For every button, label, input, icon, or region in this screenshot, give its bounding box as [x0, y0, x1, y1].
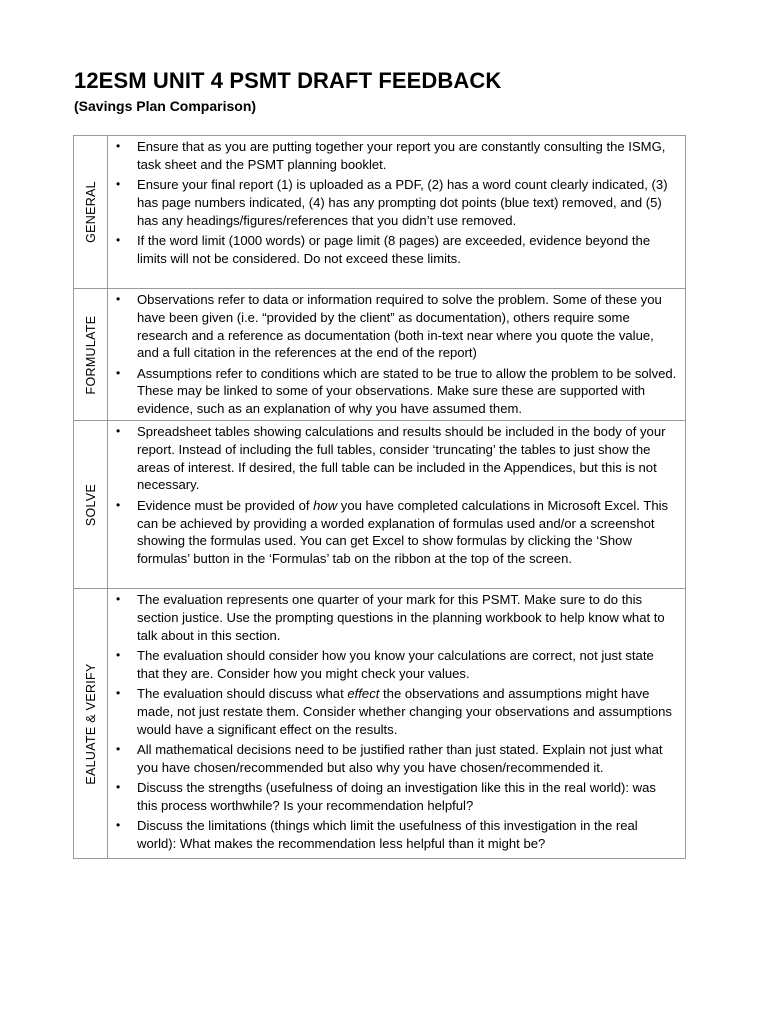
section-content-cell: [108, 136, 686, 289]
section-label-cell: [74, 289, 108, 421]
section-label: SOLVE: [83, 483, 98, 526]
bullet-icon: •: [116, 780, 121, 795]
feedback-point: [116, 365, 679, 418]
feedback-point-text: Ensure your final report (1) is uploaded as a PDF, (2) has a word count clearly indicated, (3) has page numbers indicated, (4) has any prompting dot points (blue text) removed, and (5) has any headings/figures/references that you didn’t use removed.: [137, 177, 668, 228]
feedback-row: [74, 136, 686, 289]
section-content-cell: [108, 589, 686, 859]
feedback-point-list: [116, 138, 679, 268]
feedback-point-text: Spreadsheet tables showing calculations and results should be included in the body of your report. Instead of including the full tables, consider ‘truncating’ the tables to just show the areas of interest. If desired, the full table can be included in the Appendices, but this is not necessary.: [137, 424, 666, 493]
bullet-icon: •: [116, 292, 121, 306]
bullet-icon: •: [116, 592, 121, 607]
feedback-point-list: [116, 591, 679, 853]
feedback-point: [116, 138, 679, 174]
feedback-point-text: Discuss the strengths (usefulness of doing an investigation like this in the real world): was this process worthwhile? Is your recommendation helpful?: [137, 780, 656, 813]
feedback-point-text: Assumptions refer to conditions which are stated to be true to allow the problem to be solved. These may be linked to some of your observations. Make sure these are supported with evidence, such as an explanation of why you have assumed them.: [137, 365, 677, 417]
feedback-table: [73, 135, 686, 859]
section-label-cell: [74, 589, 108, 859]
feedback-point: [116, 176, 679, 229]
feedback-point-emphasis: how: [313, 497, 338, 513]
feedback-row: [74, 421, 686, 589]
bullet-icon: •: [116, 139, 121, 153]
feedback-table-body: [74, 136, 686, 859]
bullet-icon: •: [116, 497, 121, 512]
feedback-point-list: [116, 423, 679, 568]
feedback-point-text: The evaluation represents one quarter of your mark for this PSMT. Make sure to do this section justice. Use the prompting questions in the planning workbook to help know what to talk about in this section.: [137, 592, 665, 643]
feedback-point: [116, 423, 679, 494]
feedback-point: [116, 497, 679, 568]
section-label: FORMULATE: [83, 315, 98, 394]
document-subtitle: (Savings Plan Comparison): [74, 98, 257, 114]
feedback-point-text: Ensure that as you are putting together your report you are constantly consulting the ISMG, task sheet and the PSMT planning booklet.: [137, 139, 666, 172]
feedback-point: [116, 591, 679, 644]
feedback-point: [116, 291, 679, 362]
section-content-cell: [108, 289, 686, 421]
bullet-icon: •: [116, 741, 121, 756]
bullet-icon: •: [116, 818, 121, 833]
feedback-point-text: Discuss the limitations (things which limit the usefulness of this investigation in the real world): What makes the recommendation less helpful than it might be?: [137, 818, 638, 851]
feedback-point-text: If the word limit (1000 words) or page limit (8 pages) are exceeded, evidence beyond the limits will not be considered. Do not exceed these limits.: [137, 232, 651, 266]
feedback-point-list: [116, 291, 679, 418]
bullet-icon: •: [116, 365, 121, 380]
feedback-point-text: The evaluation should consider how you know your calculations are correct, not just state that they are. Consider how you might check your values.: [137, 647, 654, 681]
feedback-point: [116, 647, 679, 683]
feedback-point: [116, 817, 679, 853]
feedback-point: [116, 685, 679, 738]
feedback-point-text: you have completed calculations in Microsoft Excel. This can be achieved by providing a worded explanation of formulas used and/or a screenshot showing the formulas used. You can get Excel to show formulas by clicking the ‘Show formulas’ button in the ‘Formulas’ tab on the ribbon at the top of the screen.: [137, 497, 669, 567]
feedback-row: [74, 289, 686, 421]
bullet-icon: •: [116, 686, 121, 701]
feedback-point: [116, 779, 679, 815]
feedback-point-text: The evaluation should discuss what: [137, 686, 348, 702]
document-title: 12ESM UNIT 4 PSMT DRAFT FEEDBACK: [74, 68, 502, 93]
feedback-point-text: the observations and assumptions might have made, not just restate them. Consider whether changing your observations and assumptions would have a significant effect on the results.: [137, 686, 672, 737]
bullet-icon: •: [116, 177, 121, 192]
feedback-row: [74, 589, 686, 859]
feedback-point-text: Observations refer to data or information required to solve the problem. Some of these you have been given (i.e. “provided by the client” as documentation), others require some research and a reference as documentation (both in-text near where you quote the value, and a full citation in the references at the end of the report): [137, 292, 662, 361]
section-label: EALUATE & VERIFY: [83, 662, 98, 785]
section-label-cell: [74, 421, 108, 589]
section-label: GENERAL: [83, 181, 98, 243]
bullet-icon: •: [116, 232, 121, 247]
bullet-icon: •: [116, 647, 121, 662]
bullet-icon: •: [116, 424, 121, 439]
feedback-point-emphasis: effect: [347, 686, 380, 702]
feedback-point-text: Evidence must be provided of: [137, 497, 314, 513]
section-content-cell: [108, 421, 686, 589]
feedback-point-text: All mathematical decisions need to be justified rather than just stated. Explain not just what you have chosen/recommended but also why you have chosen/recommended it.: [137, 741, 663, 775]
feedback-point: [116, 741, 679, 777]
feedback-point: [116, 232, 679, 268]
section-label-cell: [74, 136, 108, 289]
